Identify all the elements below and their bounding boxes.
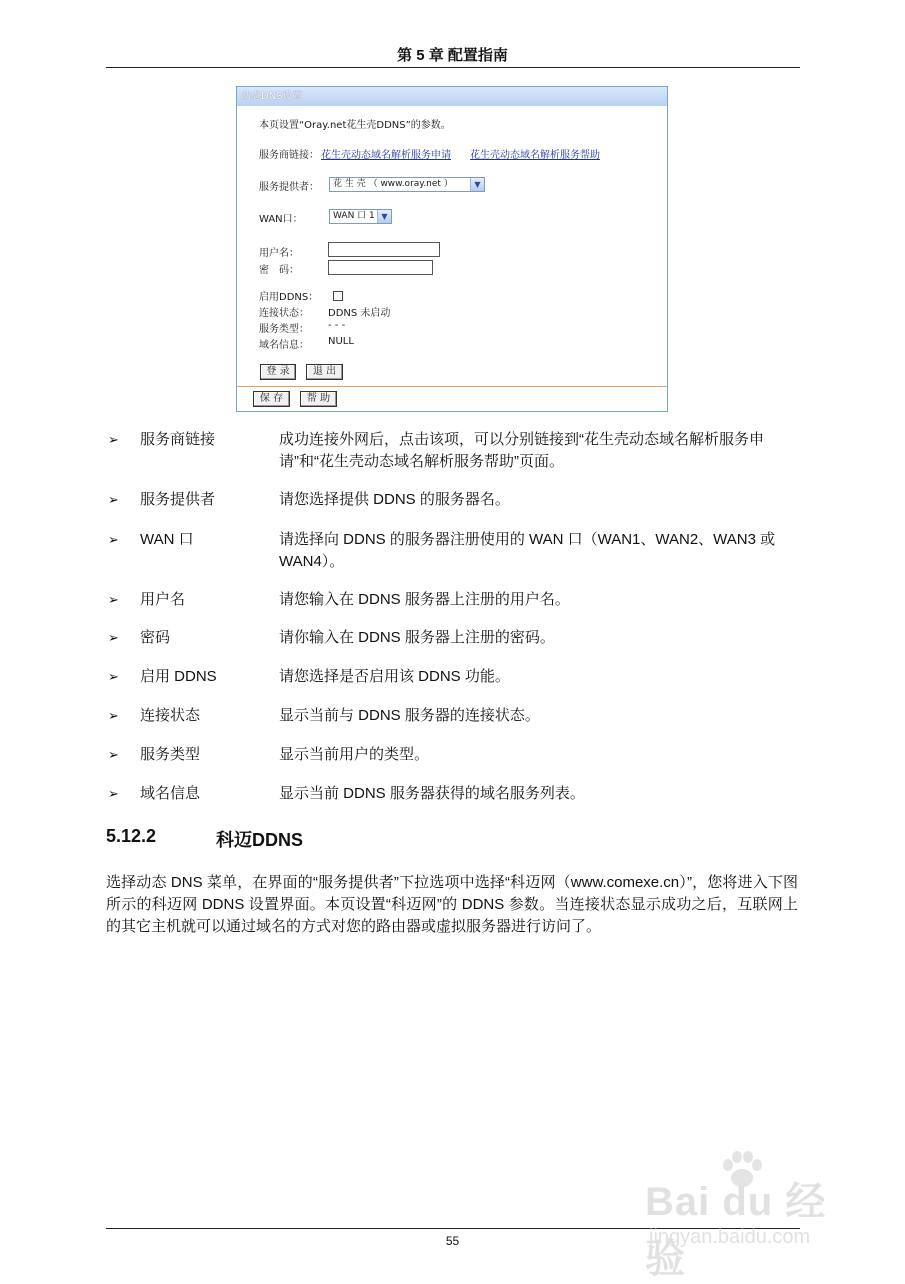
bullet-arrow-icon: ➢: [108, 432, 119, 447]
domain-info-value: NULL: [328, 336, 354, 347]
username-label: 用户名：: [259, 248, 299, 259]
watermark-url: jingyan.baidu.com: [649, 1226, 811, 1248]
item-desc: 请选择向 DDNS 的服务器注册使用的 WAN 口（WAN1、WAN2、WAN3 或 WAN4）。: [279, 531, 776, 570]
bullet-arrow-icon: ➢: [108, 669, 119, 684]
item-desc: 显示当前 DDNS 服务器获得的域名服务列表。: [279, 785, 585, 802]
chevron-down-icon: ▼: [470, 178, 484, 191]
status-value: DDNS 未启动: [328, 308, 391, 319]
item-desc: 请您选择提供 DDNS 的服务器名。: [279, 491, 510, 508]
bullet-arrow-icon: ➢: [108, 708, 119, 723]
item-term: 密码: [140, 629, 171, 646]
item-desc: 显示当前用户的类型。: [279, 746, 430, 763]
item-term: 服务提供者: [140, 491, 216, 508]
watermark-brand: Bai du 经验: [645, 1180, 827, 1281]
wan-label: WAN口：: [259, 214, 303, 225]
provider-links-label: 服务商链接：: [259, 150, 319, 161]
provider-label: 服务提供者：: [259, 182, 319, 193]
provider-select[interactable]: [329, 177, 485, 192]
service-type-label: 服务类型：: [259, 324, 309, 335]
logout-button[interactable]: 退 出: [306, 364, 343, 380]
item-term: 服务类型: [140, 746, 201, 763]
section-number: 5.12.2: [106, 826, 157, 846]
bullet-arrow-icon: ➢: [108, 592, 119, 607]
chevron-down-icon: ▼: [377, 210, 391, 223]
login-button[interactable]: 登 录: [260, 364, 296, 380]
item-term: 域名信息: [140, 785, 201, 802]
item-desc: 请你输入在 DDNS 服务器上注册的密码。: [279, 629, 555, 646]
enable-ddns-label: 启用DDNS：: [259, 292, 319, 303]
service-type-value: - - -: [328, 320, 346, 331]
link-help[interactable]: 花生壳动态域名解析服务帮助: [470, 150, 600, 161]
password-label: 密 码：: [259, 265, 299, 276]
enable-ddns-checkbox[interactable]: [333, 291, 343, 301]
status-label: 连接状态：: [259, 308, 309, 319]
username-input[interactable]: [328, 242, 440, 257]
section-title: 科迈DDNS: [216, 830, 304, 850]
panel-body: [237, 106, 667, 387]
panel-title: 动态DNS设置: [241, 91, 303, 102]
provider-select-value: 花 生 壳 （ www.oray.net ）: [333, 179, 453, 189]
bullet-arrow-icon: ➢: [108, 492, 119, 507]
panel-title-bar: [237, 87, 667, 106]
watermark: [645, 1150, 855, 1281]
ddns-settings-panel: [236, 86, 668, 412]
help-button[interactable]: 帮 助: [300, 391, 337, 407]
wan-select-value: WAN 口 1: [333, 211, 375, 221]
item-term: 连接状态: [140, 707, 201, 724]
item-desc: 成功连接外网后，点击该项，可以分别链接到“花生壳动态域名解析服务申请”和“花生壳动态域名解析服务帮助”页面。: [279, 431, 764, 470]
bullet-arrow-icon: ➢: [108, 747, 119, 762]
domain-info-label: 域名信息：: [259, 340, 309, 351]
item-term: 用户名: [140, 591, 186, 608]
bullet-arrow-icon: ➢: [108, 532, 119, 547]
item-term: 服务商链接: [140, 431, 216, 448]
header-divider: [106, 67, 800, 68]
password-input[interactable]: [328, 260, 433, 275]
item-desc: 请您输入在 DDNS 服务器上注册的用户名。: [279, 591, 570, 608]
item-term: 启用 DDNS: [140, 668, 217, 685]
section-paragraph: 选择动态 DNS 菜单，在界面的“服务提供者”下拉选项中选择“科迈网（www.comexe.cn）”，您将进入下图所示的科迈网 DDNS 设置界面。本页设置“科迈网”的 DDNS 参数。当连接状态显示成功之后，互联网上的其它主机就可以通过域名的方式对您的路由器或虚拟服务器进行访问了。: [106, 874, 798, 935]
page-number: 55: [445, 1234, 460, 1248]
panel-intro: 本页设置“Oray.net花生壳DDNS”的参数。: [259, 120, 451, 131]
chapter-header: 第 5 章 配置指南: [397, 47, 508, 64]
item-desc: 显示当前与 DDNS 服务器的连接状态。: [279, 707, 540, 724]
link-apply[interactable]: 花生壳动态域名解析服务申请: [321, 150, 451, 161]
item-term: WAN 口: [140, 531, 194, 548]
save-button[interactable]: 保 存: [253, 391, 290, 407]
bullet-arrow-icon: ➢: [108, 630, 119, 645]
item-desc: 请您选择是否启用该 DDNS 功能。: [279, 668, 510, 685]
panel-footer: [237, 387, 667, 411]
wan-select[interactable]: [329, 209, 392, 224]
bullet-arrow-icon: ➢: [108, 786, 119, 801]
